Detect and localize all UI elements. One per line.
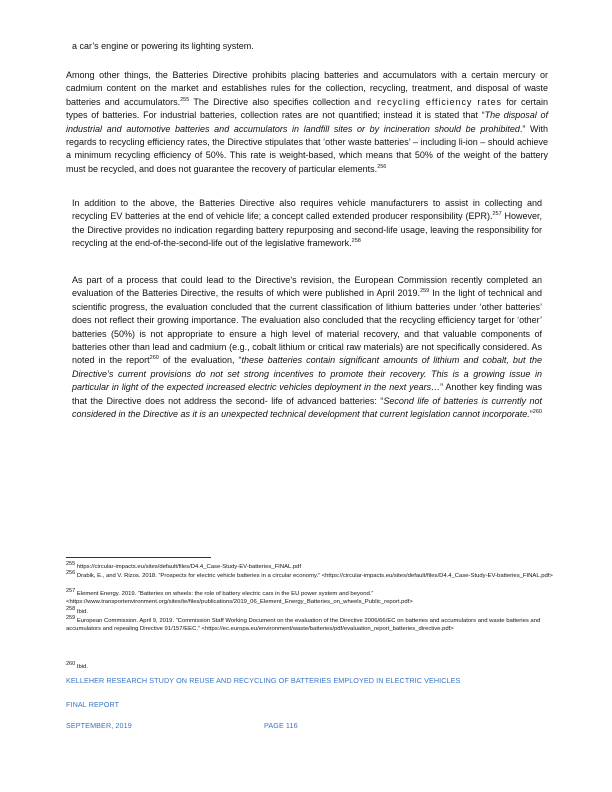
footer-page-number: PAGE 116: [264, 721, 298, 730]
intro-fragment: a car’s engine or powering its lighting system.: [72, 41, 254, 51]
paragraph-evaluation: As part of a process that could lead to the Directive’s revision, the European Commission recently completed an evaluation of the Batteries Directive, the results of which were published in April 2019.$^{259}$ In the light of technical and scientific progress, the evaluation concluded that the current classification of lithium batteries under ‘other batteries’ does not reflect their growing importance. The evaluation also concluded that the recycling efficiency target for ‘other’ batteries (50%) is not appropriate to ensure a high level of material recovery, and that valuable components of batteries other than lead and cadmium (e.g., cobalt lithium or critical raw materials) are not specifically considered. As noted in the report$^{260}$ of the evaluation, “these batteries contain significant amounts of lithium and cobalt, but the Directive’s current provisions do not set strong incentives to promote their recovery. This is a growing issue in particular in light of the expected increased electric vehicles deployment in the next years…” Another key finding was that the Directive does not address the second- life of advanced batteries: “Second life of batteries is currently not considered in the Directive as it is an unexpected technical development that current legislation cannot incorporate.”$^{260}$: [72, 275, 543, 420]
footer-report-type: FINAL REPORT: [66, 700, 120, 709]
footnote-260: $^{260}$ Ibid.: [66, 661, 88, 670]
footnote-ref-255[interactable]: 255: [180, 96, 190, 103]
footnote-ref-259[interactable]: 259: [420, 288, 430, 295]
footer-date: SEPTEMBER, 2019: [66, 721, 132, 730]
footnote-ref-257[interactable]: 257: [492, 211, 502, 218]
footnote-259: $^{259}$ European Commission. April 9, 2019. “Commission Staff Working Document on the evaluation of the Directive 2006/66/EC on batteries and accumulators and waste batteries and accumulators and repealing Directive 91/157/EEC.” <https://ec.europa.eu/environment/waste/batteries/pdf/evaluation_report_batteries_directive.pdf>: [66, 615, 541, 632]
footnote-ref-260b[interactable]: 260: [532, 409, 542, 416]
quote-second-life: Second life of batteries is currently not considered in the Directive as it is an unexpected technical development that current legislation cannot incorporate.: [72, 395, 543, 420]
footnote-divider: [66, 557, 211, 558]
footnote-257: $^{257}$ Element Energy. 2019. “Batteries on wheels: the role of battery electric cars in the EU power system and beyond.” <https://www.transportenvironment.org/sites/te/files/publications/2019_06_Element_Energy_Batteries_on_wheels_Public_report.pdf>: [66, 588, 413, 605]
quote-disposal: The disposal of industrial and automotive batteries and accumulators in landfill sites or by incineration should be prohibited: [66, 110, 548, 134]
footnote-ref-258[interactable]: 258: [351, 238, 361, 245]
footnote-ref-256[interactable]: 256: [377, 163, 387, 170]
quote-lithium-cobalt: these batteries contain significant amounts of lithium and cobalt, but the Directive’s current provisions do not set strong incentives to promote their recovery. This is a growing issue in particular in light of the expected increased electric vehicles deployment in the next years…: [72, 355, 542, 393]
footnote-256: $^{256}$ Drabik, E., and V. Rizos. 2018. “Prospects for electric vehicle batteries in a circular economy.” <https://circular-impacts.eu/sites/default/files/D4.4_Case-Study-EV-batteries_FINAL.pdf>: [66, 570, 553, 579]
footnote-ref-260[interactable]: 260: [149, 355, 159, 362]
paragraph-epr: In addition to the above, the Batteries Directive also requires vehicle manufacturers to assist in collecting and recycling EV batteries at the end of vehicle life; a concept called extended producer responsibility (EPR).$^{257}$ However, the Directive provides no indication regarding battery repurposing and second-life usage, leaving the responsibility for recycling at the end-of-the-second-life out of the legislative framework.$^{258}$: [72, 198, 542, 249]
footer-study-title: KELLEHER RESEARCH STUDY ON REUSE AND RECYCLING OF BATTERIES EMPLOYED IN ELECTRIC VEHICLES: [66, 676, 461, 685]
footnote-255: $^{255}$ https://circular-impacts.eu/sites/default/files/D4.4_Case-Study-EV-batteries_FINAL.pdf: [66, 561, 302, 570]
paragraph-batteries-directive: Among other things, the Batteries Directive prohibits placing batteries and accumulators with a certain mercury or cadmium content on the market and establishes rules for the collection, recycling, treatment, and disposal of waste batteries and accumulators.$^{255}$ The Directive also specifies collection and recycling efficiency rates for certain types of batteries. For industrial batteries, collection rates are not quantified; instead it is stated that “The disposal of industrial and automotive batteries and accumulators in landfill sites or by incineration should be prohibited.” With regards to recycling efficiency rates, the Directive stipulates that ‘other waste batteries’ – including li-ion – should achieve a minimum recycling efficiency of 50%. This rate is weight-based, which means that 50% of the weight of the battery must be recycled, and does not guarantee the recovery of particular elements.$^{256}$: [66, 70, 548, 174]
footnote-258: $^{258}$ Ibid.: [66, 606, 88, 615]
